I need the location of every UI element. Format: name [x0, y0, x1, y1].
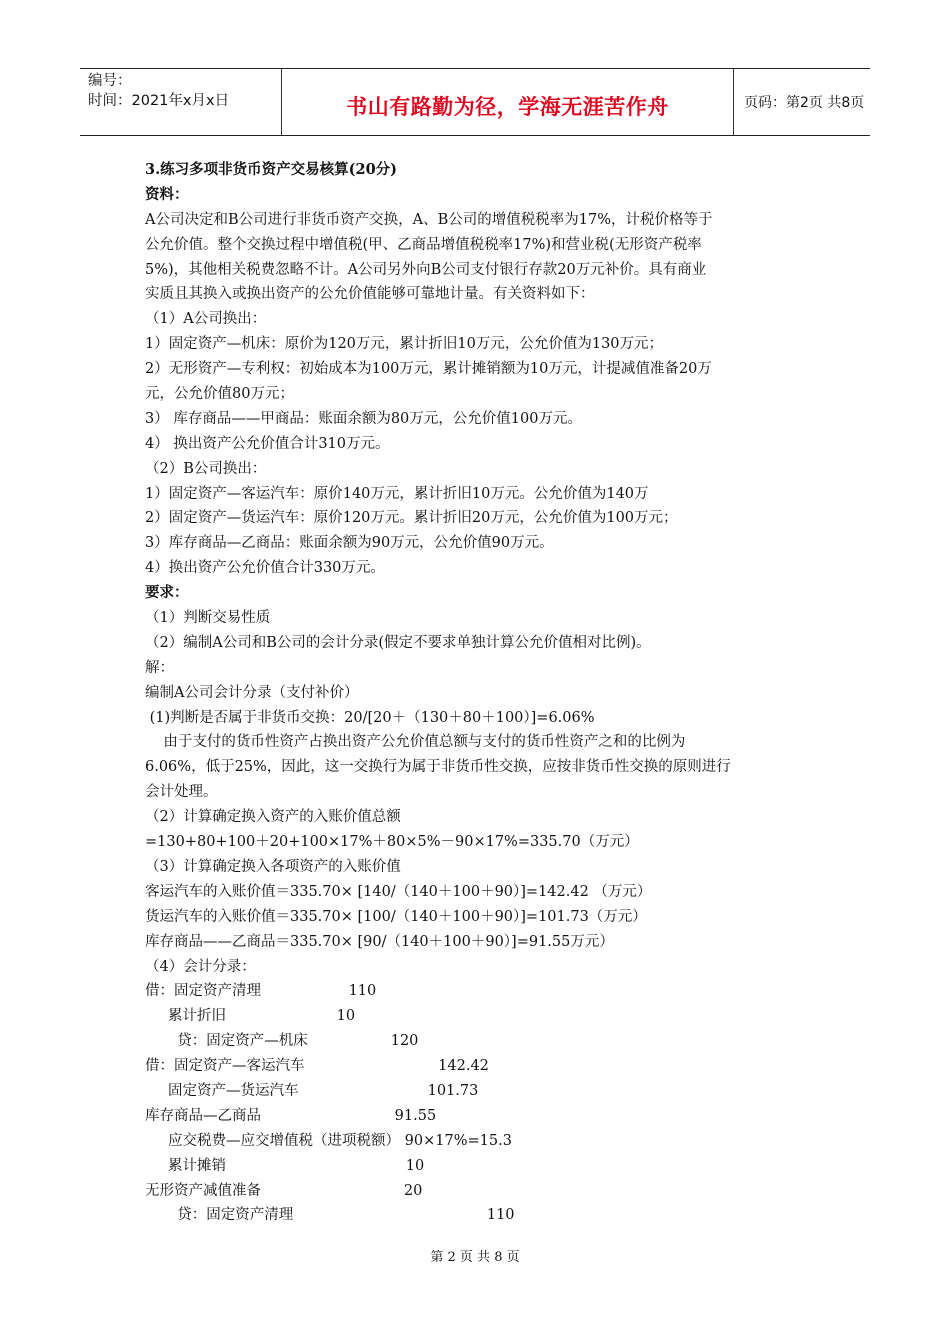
text-line: 2）无形资产—专利权：初始成本为100万元，累计摊销额为10万元，计提减值准备20万 [145, 361, 712, 378]
text-line: 元，公允价值80万元； [145, 386, 294, 403]
text-line: A公司决定和B公司进行非货币资产交换，A、B公司的增值税税率为17%，计税价格等于 [145, 211, 713, 228]
page-header [80, 68, 870, 136]
text-line: 借：固定资产清理 110 [145, 983, 377, 1000]
text-line: 固定资产—货运汽车 101.73 [145, 1082, 479, 1099]
text-line: （2）计算确定换入资产的入账价值总额 [145, 809, 401, 826]
text-line: 累计折旧 10 [145, 1008, 356, 1025]
text-line: （1）判断交易性质 [145, 610, 271, 627]
text-line: 3）库存商品—乙商品：账面余额为90万元，公允价值90万元。 [145, 535, 554, 552]
text-line: 编制A公司会计分录（支付补价） [145, 684, 359, 701]
text-line: （1）A公司换出： [145, 311, 267, 328]
text-line: （2）B公司换出： [145, 460, 267, 477]
text-line: 2）固定资产—货运汽车：原价120万元。累计折旧20万元，公允价值为100万元； [145, 510, 678, 527]
text-line: 1）固定资产—客运汽车：原价140万元，累计折旧10万元。公允价值为140万 [145, 485, 649, 502]
date-label: 时间：2021年x月x日 [88, 93, 230, 109]
text-line: 6.06%，低于25%，因此，这一交换行为属于非货币性交换，应按非货币性交换的原则进行 [145, 759, 731, 776]
page-code: 页码：第2页 共8页 [744, 95, 865, 111]
text-line: （2）编制A公司和B公司的会计分录(假定不要求单独计算公允价值相对比例)。 [145, 634, 651, 651]
text-line: 货运汽车的入账价值＝335.70× [100/（140＋100＋90）]=101.73（万元） [145, 908, 647, 925]
text-line: 无形资产减值准备 20 [145, 1182, 423, 1199]
text-line: 应交税费—应交增值税（进项税额） 90×17%=15.3 [145, 1132, 512, 1149]
text-line: 3） 库存商品——甲商品：账面余额为80万元，公允价值100万元。 [145, 410, 582, 427]
header-motto-cell [282, 69, 734, 135]
text-line: 解： [145, 659, 174, 676]
text-line: （4）会计分录： [145, 958, 256, 975]
text-line: 库存商品—乙商品 91.55 [145, 1107, 437, 1124]
page-footer: 第 2 页 共 8 页 [430, 1250, 520, 1265]
text-line: =130+80+100＋20+100×17%＋80×5%－90×17%=335.70（万元） [145, 834, 639, 851]
header-meta [80, 69, 282, 135]
text-line: （3）计算确定换入各项资产的入账价值 [145, 858, 401, 875]
text-line: 借：固定资产—客运汽车 142.42 [145, 1058, 489, 1075]
text-line: 贷：固定资产清理 110 [145, 1207, 515, 1224]
text-line: 1）固定资产—机床：原价为120万元，累计折旧10万元，公允价值为130万元； [145, 336, 664, 353]
text-line: (1)判断是否属于非货币交换：20/[20＋（130＋80＋100）]=6.06% [145, 709, 595, 726]
text-line: 资料： [145, 185, 189, 203]
text-line: 要求： [145, 584, 189, 602]
document-body [145, 158, 810, 1228]
text-line: 公允价值。整个交换过程中增值税(甲、乙商品增值税税率17%)和营业税(无形资产税率 [145, 236, 702, 253]
number-label: 编号： [88, 73, 132, 89]
text-line: 累计摊销 10 [145, 1157, 425, 1174]
text-line: 3.练习多项非货币资产交易核算(20分) [145, 161, 398, 178]
text-line: 会计处理。 [145, 784, 218, 801]
motto: 书山有路勤为径，学海无涯苦作舟 [346, 95, 669, 119]
text-line: 4）换出资产公允价值合计330万元。 [145, 560, 385, 577]
text-line: 贷：固定资产—机床 120 [145, 1033, 419, 1050]
text-line: 由于支付的货币性资产占换出资产公允价值总额与支付的货币性资产之和的比例为 [145, 734, 686, 751]
text-line: 库存商品——乙商品＝335.70× [90/（140＋100＋90）]=91.55万元） [145, 933, 614, 950]
text-line: 实质且其换入或换出资产的公允价值能够可靠地计量。有关资料如下： [145, 286, 595, 303]
text-line: 5%)，其他相关税费忽略不计。A公司另外向B公司支付银行存款20万元补价。具有商业 [145, 261, 707, 278]
text-line: 客运汽车的入账价值＝335.70× [140/（140＋100＋90）]=142.42 （万元） [145, 883, 652, 900]
text-line: 4） 换出资产公允价值合计310万元。 [145, 435, 390, 452]
